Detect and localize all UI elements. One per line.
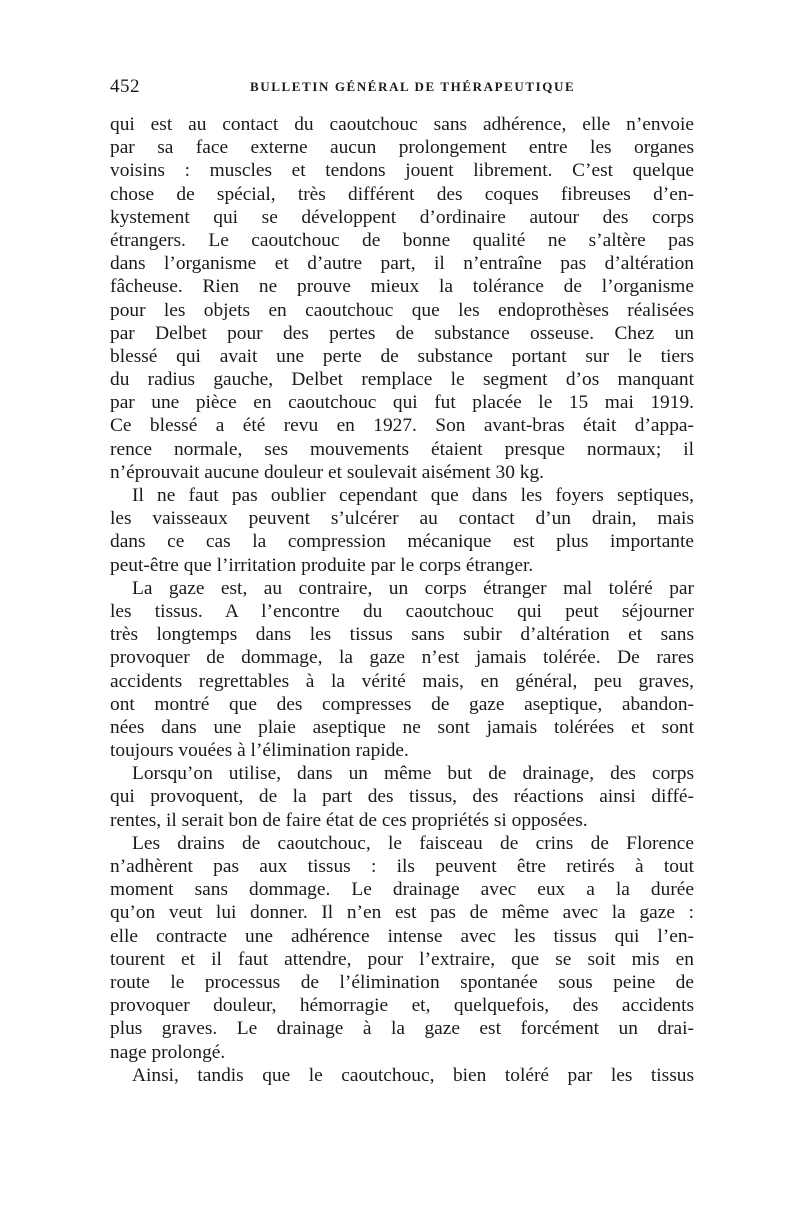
text-line: rence normale, ses mouvements étaient presque normaux; il	[110, 438, 694, 460]
text-line: les vaisseaux peuvent s’ulcérer au contact d’un drain, mais	[110, 508, 694, 530]
text-line: La gaze est, au contraire, un corps étranger mal toléré par	[132, 577, 694, 599]
text-line: par une pièce en caoutchouc qui fut placée le 15 mai 1919.	[110, 392, 694, 414]
text-line: Ce blessé a été revu en 1927. Son avant-bras était d’appa-	[110, 415, 694, 437]
text-line: rentes, il serait bon de faire état de ces propriétés si opposées.	[110, 809, 588, 831]
text-line: par Delbet pour des pertes de substance osseuse. Chez un	[110, 322, 694, 344]
text-line: dans ce cas la compression mécanique est plus importante	[110, 531, 694, 553]
text-line: étrangers. Le caoutchouc de bonne qualité ne s’altère pas	[110, 229, 694, 251]
text-line: kystement qui se développent d’ordinaire autour des corps	[110, 206, 694, 228]
text-line: provoquer de dommage, la gaze n’est jamais tolérée. De rares	[110, 647, 694, 669]
text-line: voisins : muscles et tendons jouent librement. C’est quelque	[110, 160, 694, 182]
text-line: blessé qui avait une perte de substance portant sur le tiers	[110, 345, 694, 367]
text-line: qui provoquent, de la part des tissus, des réactions ainsi diffé-	[110, 786, 694, 808]
text-line: par sa face externe aucun prolongement entre les organes	[110, 137, 694, 159]
text-line: pour les objets en caoutchouc que les endoprothèses réalisées	[110, 299, 694, 321]
text-line: moment sans dommage. Le drainage avec eux a la durée	[110, 879, 694, 901]
text-line: ont montré que des compresses de gaze aseptique, abandon-	[110, 693, 694, 715]
page-number: 452	[110, 76, 140, 97]
text-line: route le processus de l’élimination spontanée sous peine de	[110, 971, 694, 993]
text-line: accidents regrettables à la vérité mais, en général, peu graves,	[110, 670, 694, 692]
text-line: peut-être que l’irritation produite par le corps étranger.	[110, 554, 534, 576]
text-line: n’éprouvait aucune douleur et soulevait aisément 30 kg.	[110, 461, 544, 483]
text-line: qu’on veut lui donner. Il n’en est pas de même avec la gaze :	[110, 902, 694, 924]
text-line: plus graves. Le drainage à la gaze est forcément un drai-	[110, 1018, 694, 1040]
text-line: Lorsqu’on utilise, dans un même but de drainage, des corps	[132, 763, 694, 785]
text-line: Il ne faut pas oublier cependant que dans les foyers septiques,	[132, 485, 694, 506]
text-line: très longtemps dans les tissus sans subir d’altération et sans	[110, 624, 694, 646]
body-text	[110, 113, 694, 1087]
text-line: les tissus. A l’encontre du caoutchouc qui peut séjourner	[110, 600, 694, 622]
text-line: qui est au contact du caoutchouc sans adhérence, elle n’envoie	[110, 114, 694, 135]
text-line: toujours vouées à l’élimination rapide.	[110, 740, 409, 762]
text-line: elle contracte une adhérence intense avec les tissus qui l’en-	[110, 925, 694, 947]
page-header	[110, 76, 694, 102]
text-line: nage prolongé.	[110, 1041, 226, 1063]
text-line: n’adhèrent pas aux tissus : ils peuvent être retirés à tout	[110, 856, 694, 877]
running-title: BULLETIN GÉNÉRAL DE THÉRAPEUTIQUE	[250, 79, 576, 94]
text-line: Ainsi, tandis que le caoutchouc, bien toléré par les tissus	[132, 1064, 694, 1086]
text-line: tourent et il faut attendre, pour l’extraire, que se soit mis en	[110, 948, 694, 970]
text-line: du radius gauche, Delbet remplace le segment d’os manquant	[110, 369, 694, 391]
text-line: fâcheuse. Rien ne prouve mieux la tolérance de l’organisme	[110, 276, 694, 298]
text-line: Les drains de caoutchouc, le faisceau de crins de Florence	[132, 832, 694, 854]
text-line: nées dans une plaie aseptique ne sont jamais tolérées et sont	[110, 716, 694, 738]
text-line: dans l’organisme et d’autre part, il n’entraîne pas d’altération	[110, 253, 694, 275]
text-line: chose de spécial, très différent des coques fibreuses d’en-	[110, 183, 694, 205]
text-line: provoquer douleur, hémorragie et, quelquefois, des accidents	[110, 995, 694, 1017]
